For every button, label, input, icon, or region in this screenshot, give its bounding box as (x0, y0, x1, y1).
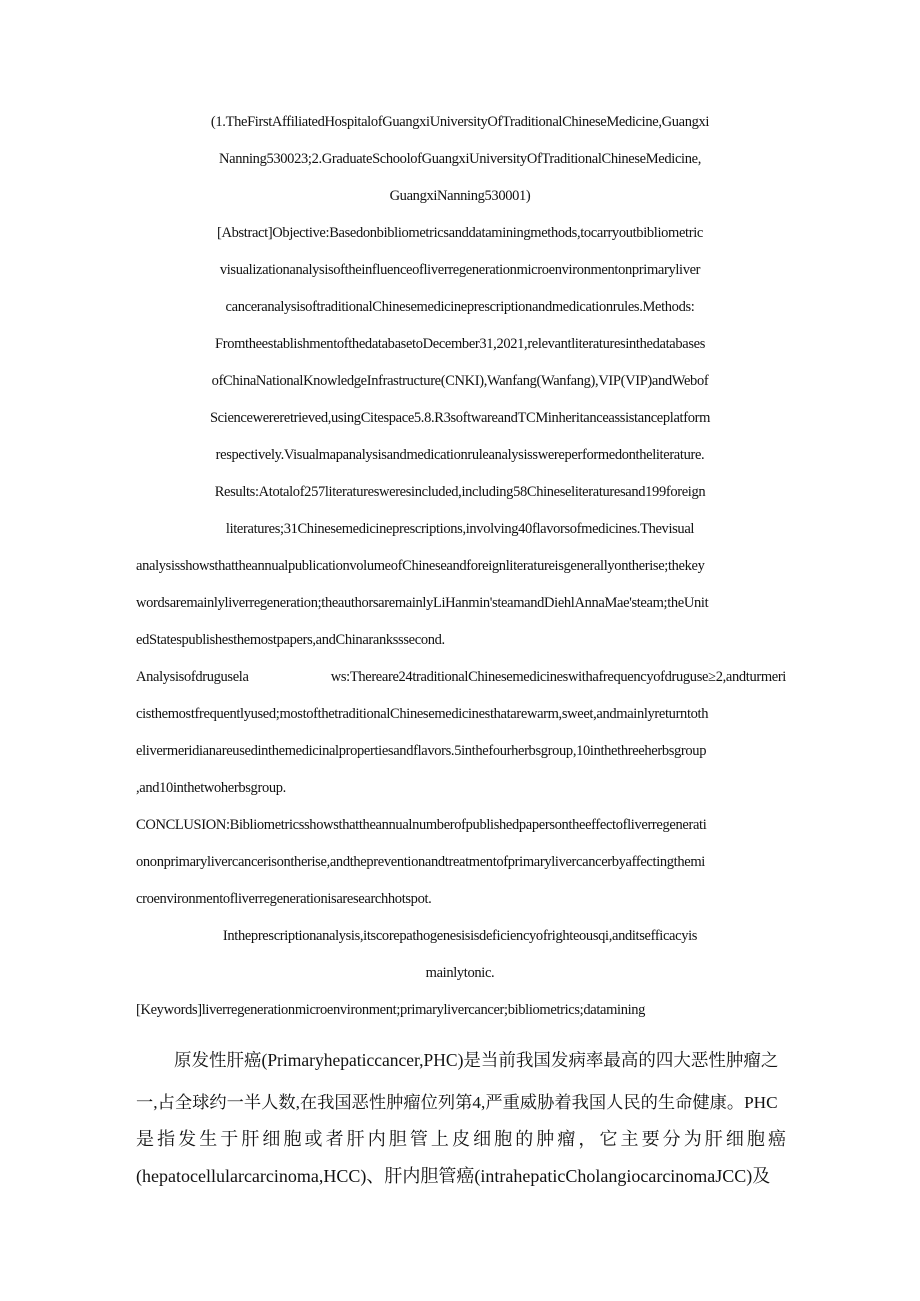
abstract-line: Analysisofdrugusela ws:Thereare24traditionalChinesemedicineswithafrequencyofdruguse≥2,andturmeri (136, 669, 786, 685)
body-paragraph-line: (hepatocellularcarcinoma,HCC)、肝内胆管癌(intrahepaticCholangiocarcinomaJCC)及 (136, 1166, 771, 1186)
body-paragraph-line: 是指发生于肝细胞或者肝内胆管上皮细胞的肿瘤，它主要分为肝细胞癌 (136, 1129, 786, 1149)
affiliation-line-3: GuangxiNanning530001) (389, 188, 531, 204)
abstract-line: literatures;31Chinesemedicineprescriptions,involving40flavorsofmedicines.Thevisual (225, 521, 695, 537)
affiliation-line-1: (1.TheFirstAffiliatedHospitalofGuangxiUniversityOfTraditionalChineseMedicine,Guangxi (210, 114, 710, 130)
affiliation-line-2: Nanning530023;2.GraduateSchoolofGuangxiUniversityOfTraditionalChineseMedicine, (219, 151, 701, 167)
abstract-line: wordsaremainlyliverregeneration;theauthorsaremainlyLiHanmin'steamandDiehlAnnaMae'steam;theUnit (136, 595, 709, 611)
abstract-line: [Abstract]Objective:Basedonbibliometricsanddataminingmethods,tocarryoutbibliometric (217, 225, 703, 241)
abstract-line: ofChinaNationalKnowledgeInfrastructure(CNKI),Wanfang(Wanfang),VIP(VIP)andWebof (211, 373, 709, 389)
abstract-line: Sciencewereretrieved,usingCitespace5.8.R3softwareandTCMinheritanceassistanceplatform (209, 410, 711, 426)
conclusion-line: croenvironmentofliverregenerationisaresearchhotspot. (136, 891, 432, 907)
conclusion-line: CONCLUSION:Bibliometricsshowsthattheannualnumberofpublishedpapersontheeffectofliverregenerati (136, 817, 707, 833)
abstract-line: ,and10inthetwoherbsgroup. (136, 780, 286, 796)
abstract-line: cisthemostfrequentlyused;mostofthetraditionalChinesemedicinesthatarewarm,sweet,andmainlyreturntoth (136, 706, 709, 722)
abstract-line: edStatespublishesthemostpapers,andChinaranksssecond. (136, 632, 445, 648)
abstract-line: visualizationanalysisoftheinfluenceofliverregenerationmicroenvironmentonprimaryliver (219, 262, 701, 278)
abstract-line: analysisshowsthattheannualpublicationvolumeofChineseandforeignliteratureisgenerallyontherise;thekey (136, 558, 705, 574)
body-paragraph-line: 一,占全球约一半人数,在我国恶性肿瘤位列第4,严重威胁着我国人民的生命健康。PHC (136, 1093, 778, 1112)
keywords-line: [Keywords]liverregenerationmicroenvironment;primarylivercancer;bibliometrics;datamining (136, 1002, 646, 1018)
abstract-line: respectively.Visualmapanalysisandmedicationruleanalysisswereperformedontheliterature. (215, 447, 705, 463)
prescription-analysis-line: mainlytonic. (425, 965, 495, 981)
abstract-line: FromtheestablishmentofthedatabasetoDecember31,2021,relevantliteraturesinthedatabases (215, 336, 705, 352)
abstract-line: canceranalysisoftraditionalChinesemedicineprescriptionandmedicationrules.Methods: (225, 299, 695, 315)
abstract-line: elivermeridianareusedinthemedicinalpropertiesandflavors.5inthefourherbsgroup,10inthethreeherbsgroup (136, 743, 707, 759)
abstract-line: Results:Atotalof257literaturesweresincluded,including58Chineseliteraturesand199foreign (214, 484, 706, 500)
prescription-analysis-line: Intheprescriptionanalysis,itscorepathogenesisisdeficiencyofrighteousqi,anditsefficacyis (222, 928, 698, 944)
conclusion-line: ononprimarylivercancerisontherise,andthepreventionandtreatmentofprimarylivercancerbyaffectingthemi (136, 854, 705, 870)
body-paragraph-line: 原发性肝癌(Primaryhepaticcancer,PHC)是当前我国发病率最高的四大恶性肿瘤之 (174, 1050, 779, 1070)
